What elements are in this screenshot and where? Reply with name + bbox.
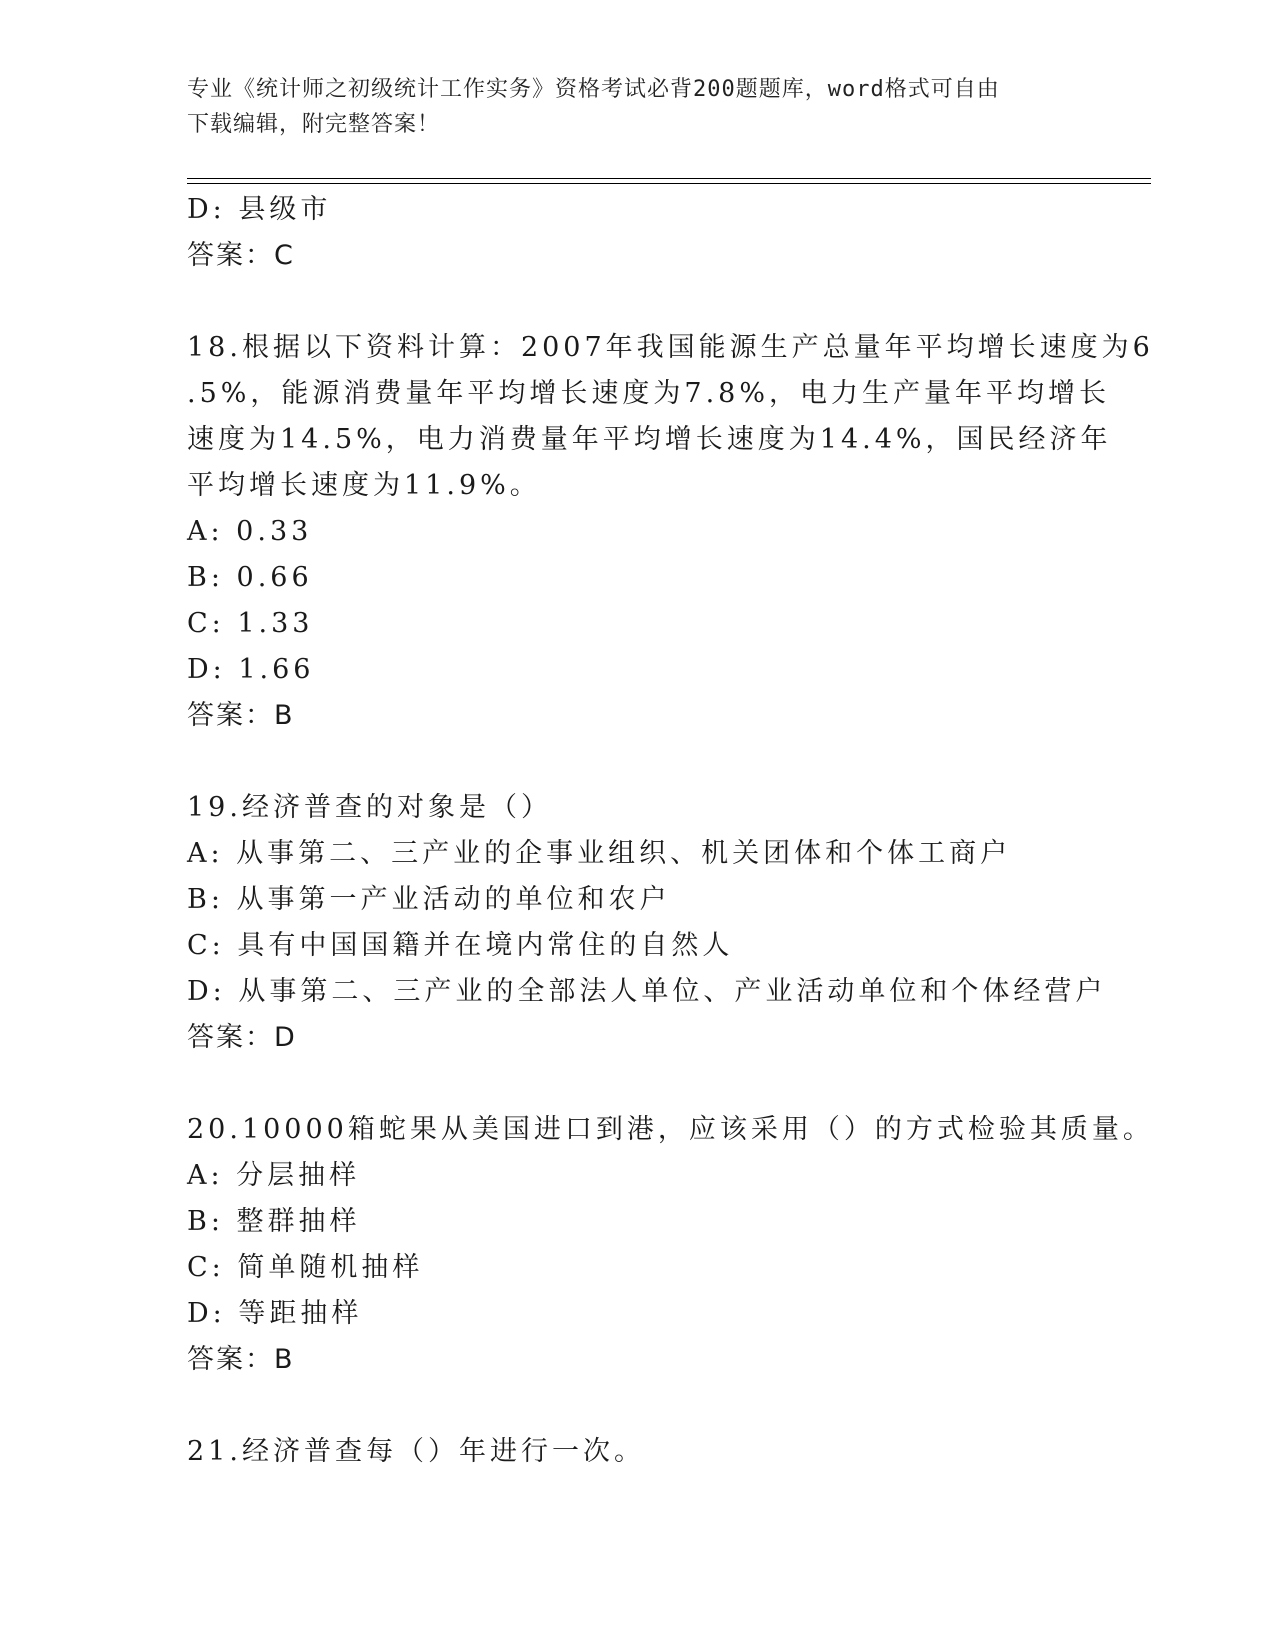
header-line-1: 专业《统计师之初级统计工作实务》资格考试必背200题题库，word格式可自由 [187, 77, 1000, 102]
answer-line: 答案：B [187, 700, 295, 731]
question-text-line: 速度为14.5%，电力消费量年平均增长速度为14.4%，国民经济年 [187, 424, 1112, 455]
question-text-line: 21.经济普查每（）年进行一次。 [187, 1436, 645, 1467]
question-text-line: 20.10000箱蛇果从美国进口到港，应该采用（）的方式检验其质量。 [187, 1114, 1154, 1145]
option-c: C: 1.33 [187, 608, 314, 639]
option-d: D: 1.66 [187, 654, 315, 685]
document-header [187, 72, 1067, 142]
option-a: A: 分层抽样 [187, 1160, 361, 1191]
answer-line: 答案：B [187, 1344, 295, 1375]
question-text-line: .5%，能源消费量年平均增长速度为7.8%，电力生产量年平均增长 [187, 378, 1111, 409]
question-text-line: 平均增长速度为11.9%。 [187, 470, 541, 501]
question-20 [187, 1107, 1154, 1383]
option-b: B: 0.66 [187, 562, 313, 593]
header-line-2: 下载编辑，附完整答案！ [187, 112, 441, 137]
question-text-line: 19.经济普查的对象是（） [187, 792, 552, 823]
spacer [187, 739, 1087, 785]
option-a: A: 0.33 [187, 516, 313, 547]
option-a: A: 从事第二、三产业的企事业组织、机关团体和个体工商户 [187, 838, 1012, 869]
header-divider-bottom [187, 183, 1151, 184]
spacer [187, 1061, 1087, 1107]
question-21 [187, 1429, 1087, 1475]
spacer [187, 1383, 1087, 1429]
answer-line: 答案：D [187, 1022, 297, 1053]
option-d: D: 县级市 [187, 194, 332, 225]
option-b: B: 整群抽样 [187, 1206, 361, 1237]
spacer [187, 279, 1087, 325]
question-19 [187, 785, 1107, 1061]
option-d: D: 从事第二、三产业的全部法人单位、产业活动单位和个体经营户 [187, 976, 1107, 1007]
option-d: D: 等距抽样 [187, 1298, 363, 1329]
header-divider-top [187, 178, 1151, 179]
question-text-line: 18.根据以下资料计算：2007年我国能源生产总量年平均增长速度为6 [187, 332, 1154, 363]
answer-line: 答案：C [187, 240, 295, 271]
previous-question-tail [187, 187, 1087, 279]
option-b: B: 从事第一产业活动的单位和农户 [187, 884, 671, 915]
document-body [187, 187, 1154, 1475]
option-c: C: 简单随机抽样 [187, 1252, 424, 1283]
option-c: C: 具有中国国籍并在境内常住的自然人 [187, 930, 734, 961]
question-18 [187, 325, 1154, 739]
